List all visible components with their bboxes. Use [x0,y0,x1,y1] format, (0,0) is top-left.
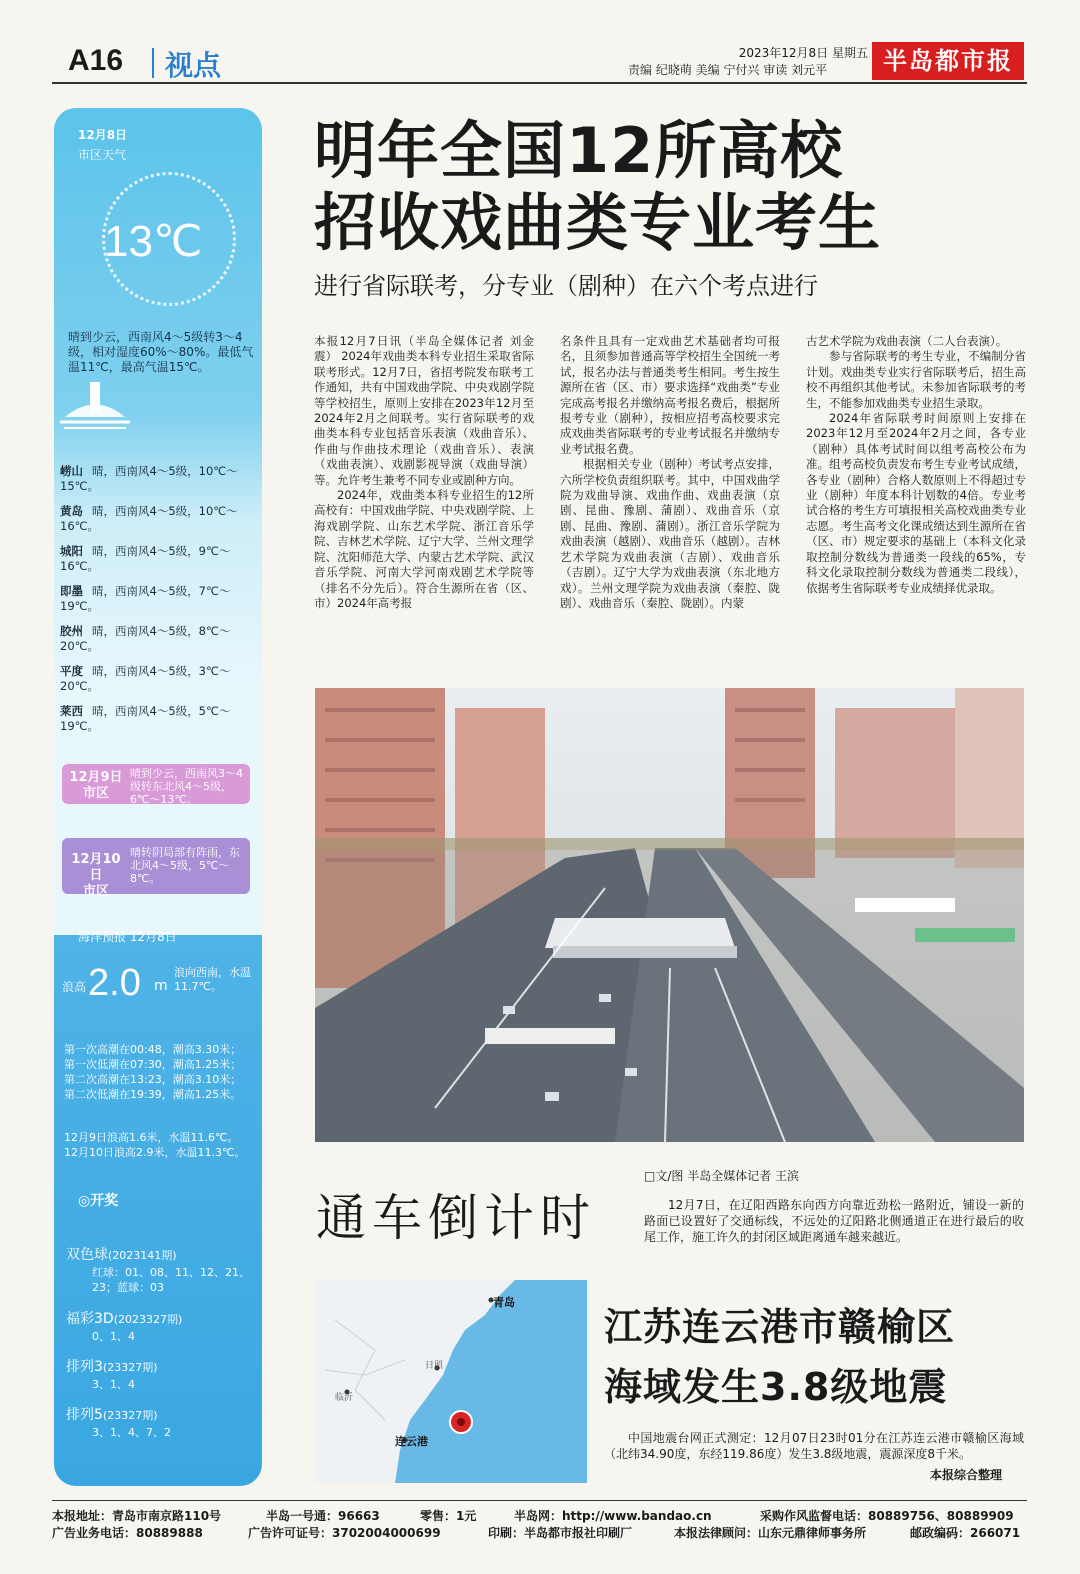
map-label-rizhao: 日照 [425,1361,444,1371]
district-weather-row: 崂山 晴，西南风4～5级，10℃～15℃。 [60,464,238,493]
earthquake-map [315,1280,587,1483]
footer-ad-phone: 广告业务电话：80889888 [52,1526,203,1540]
lottery-item: 排列3(23327期) 3、1、4 [66,1359,158,1391]
city-skyline-icon [60,372,130,432]
headline-line-2: 招收戏曲类专业考生 [314,186,882,259]
forecast-card: 12月10日 市区 晴转阴局部有阵雨，东北风4～5级，5℃～8℃。 [62,838,250,894]
photo-credit: □文/图 半岛全媒体记者 王滨 [644,1169,800,1183]
newspaper-logo: 半岛都市报 [872,42,1024,80]
article-column-3: 古艺术学院为戏曲表演（二人台表演）。 参与省际联考的考生专业，不编制分省计划。戏曲类专业实行省际联考后，招生高校不再组织其他考试。未参加省际联考的考生，不能参加戏曲类专业招生录取。 2024年省际联考时间原则上安排在2023年12月至2024年2月之间，各专业（剧种）具体考试时间以组考高校公布为准。组考高校负责发布考生专业考试成绩，各专业（剧种）合格人数原则上不得超过专业（剧种）年度本科计划数的4倍。专业考试合格的考生方可填报相关高校戏曲类专业志愿。考生高考文化课成绩达到生源所在省（区、市）规定要求的基础上（本科文化录取控制分数线为普通类一段线的65%，专科文化录取控制分数线为普通类二段线），依据考生省际联考专业成绩择优录取。 [806,334,1026,595]
page-number: A16 [68,44,124,77]
footer-printer: 印刷：半岛都市报社印刷厂 [488,1526,633,1540]
footer-rule [52,1500,1027,1501]
district-weather-row: 平度 晴，西南风4～5级，3℃～20℃。 [60,664,231,693]
lottery-title: ◎开奖 [78,1193,119,1209]
header-rule [52,82,1027,84]
sea-forecast-title: 海洋预报 12月8日 [78,930,177,944]
quake-headline-line-2: 海域发生3.8级地震 [604,1365,948,1409]
footer-lawyer: 本报法律顾问：山东元鼎律师事务所 [674,1526,867,1540]
tide-row: 第一次低潮在07:30，潮高1.25米； [64,1058,242,1071]
district-weather-row: 即墨 晴，西南风4～5级，7℃～19℃。 [60,584,231,613]
quake-headline-line-1: 江苏连云港市赣榆区 [604,1305,956,1349]
footer-hotline: 半岛一号通：96663 [266,1509,380,1523]
issue-date: 2023年12月8日 星期五 [738,46,868,60]
header-divider [152,48,154,78]
district-weather-row: 城阳 晴，西南风4～5级，9℃～16℃。 [60,544,231,573]
wave-unit: m [154,978,168,994]
section-title: 视点 [165,49,222,82]
road-construction-photo [315,688,1024,1142]
weather-date: 12月8日 [78,128,128,142]
weather-temperature: 13℃ [104,217,203,266]
footer-price: 零售：1元 [420,1509,477,1523]
footer-website[interactable]: 半岛网：http://www.bandao.cn [514,1509,712,1523]
photo-title: 通车倒计时 [316,1189,596,1247]
headline-line-1: 明年全国12所高校 [314,114,844,187]
tide-list [64,1042,260,1102]
forecast-card: 12月9日 市区 晴到少云，西南风3～4级转东北风4～5级，6℃～13℃。 [62,764,250,804]
map-label-linyi: 临沂 [335,1393,354,1403]
footer-postcode: 邮政编码：266071 [910,1526,1021,1540]
tide-row: 第一次高潮在00:48，潮高3.30米； [64,1043,242,1056]
article-column-2: 名条件且具有一定戏曲艺术基础者均可报名，且须参加普通高等学校招生全国统一考试，报名办法与普通类考生相同。考生按生源所在省（区、市）要求选择“戏曲类”专业完成高考报名并缴纳高考报名费后，根据所报考专业（剧种），按相应招考高校要求完成戏曲类省际联考的专业考试报名并缴纳专业考试报名费。 根据相关专业（剧种）考试考点安排，六所学校负责组织联考。其中，中国戏曲学院为戏曲导演、戏曲作曲、戏曲表演（京剧、昆曲、豫剧、蒲剧）、戏曲音乐（京剧、昆曲、豫剧、蒲剧）。浙江音乐学院为戏曲表演（越剧）、戏曲音乐（越剧）。吉林艺术学院为戏曲表演（吉剧）、戏曲音乐（吉剧）。辽宁大学为戏曲表演（东北地方戏）。兰州文理学院为戏曲表演（秦腔、陇剧）、戏曲音乐（秦腔、陇剧）。内蒙 [560,334,780,610]
weather-label: 市区天气 [78,148,127,162]
article-column-1: 本报12月7日讯（半岛全媒体记者 刘金震） 2024年戏曲类本科专业招生采取省际联考形式。12月7日，省招考院发布联考工作通知，共有中国戏曲学院、中央戏剧学院等学校招生，原则上安排在2023年12月至2024年2月之间联考。实行省际联考的戏曲类本科专业包括音乐表演（戏曲音乐）、作曲与作曲技术理论（戏曲音乐）、表演（戏曲表演）、戏剧影视导演（戏曲导演）等。允许考生兼考不同专业或剧种方向。 2024年，戏曲类本科专业招生的12所高校有：中国戏曲学院、中央戏剧学院、上海戏剧学院、山东艺术学院、浙江音乐学院、吉林艺术学院、辽宁大学、兰州文理学院、沈阳师范大学、内蒙古艺术学院、武汉音乐学院、河南大学河南戏剧艺术学院等（排名不分先后）。符合生源所在省（区、市）2024年高考报 [314,334,534,610]
lottery-item: 排列5(23327期) 3、1、4、7、2 [66,1407,171,1439]
wave-label: 浪高 [62,980,87,994]
lottery-item: 双色球(2023141期) 红球：01、08、11、12、21、23；蓝球：03 [66,1247,250,1294]
district-weather-row: 莱西 晴，西南风4～5级，5℃～19℃。 [60,704,231,733]
tide-row: 第二次高潮在13:23，潮高3.10米； [64,1073,242,1086]
subheadline: 进行省际联考，分专业（剧种）在六个考点进行 [314,272,818,300]
quake-source: 本报综合整理 [930,1468,1003,1482]
sea-outlook [64,1130,260,1160]
map-label-lianyungang: 连云港 [395,1435,428,1448]
district-weather-row: 胶州 晴，西南风4～5级，8℃～20℃。 [60,624,231,653]
district-weather-row: 黄岛 晴，西南风4～5级，10℃～16℃。 [60,504,238,533]
footer-license: 广告许可证号：3702004000699 [248,1526,441,1540]
weather-description: 晴到少云，西南风4～5级转3～4级，相对湿度60%～80%。最低气温11℃，最高气温15℃。 [68,330,254,374]
wave-height: 2.0 [88,962,141,1004]
editor-credits: 责编 纪晓萌 美编 宁付兴 审读 刘元平 [628,63,828,77]
footer-address: 本报地址：青岛市南京路110号 [52,1509,222,1523]
sea-outlook-row: 12月9日浪高1.6米，水温11.6℃。 [64,1131,239,1144]
quake-body: 中国地震台网正式测定：12月07日23时01分在江苏连云港市赣榆区海域（北纬34.90度，东经119.86度）发生3.8级地震，震源深度8千米。 [604,1431,1024,1461]
tide-row: 第二次低潮在19:39，潮高1.25米。 [64,1088,242,1101]
wave-direction: 浪向西南，水温11.7℃。 [174,966,251,993]
sea-outlook-row: 12月10日浪高2.9米，水温11.3℃。 [64,1146,246,1159]
footer-complaint-phone: 采购作风监督电话：80889756、80889909 [760,1509,1014,1523]
lottery-item: 福彩3D(2023327期) 0、1、4 [66,1311,183,1343]
map-label-qingdao: 青岛 [493,1296,515,1309]
photo-caption: 12月7日，在辽阳西路东向西方向靠近劲松一路附近，铺设一新的路面已设置好了交通标线，不远处的辽阳路北侧通道正在进行最后的收尾工作，施工许久的封闭区域距离通车越来越近。 [644,1198,1024,1244]
